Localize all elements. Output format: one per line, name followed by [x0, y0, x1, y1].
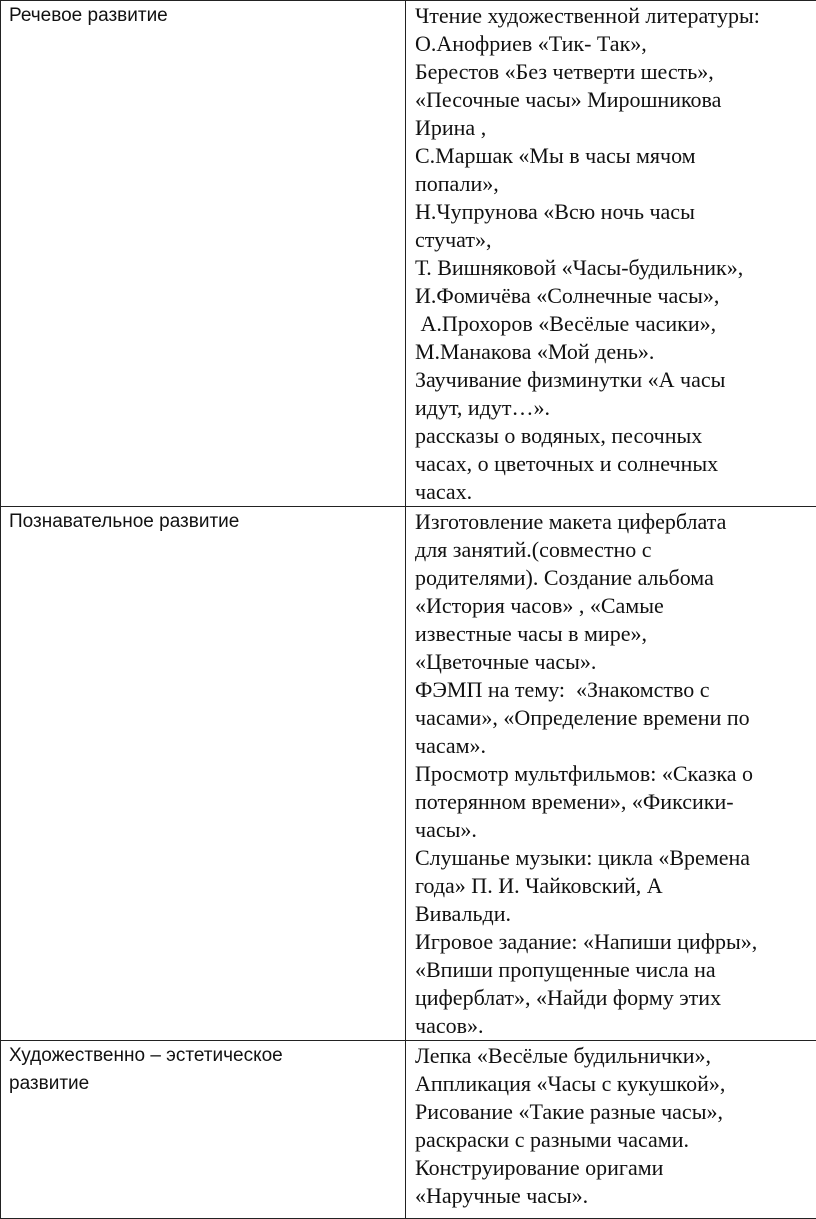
activity-line: часам». — [415, 732, 810, 760]
activity-line: «Цветочные часы». — [415, 648, 810, 676]
activity-line: часах. — [415, 478, 810, 506]
activity-line: ФЭМП на тему: «Знакомство с — [415, 676, 810, 704]
area-cell — [1, 507, 406, 1041]
activity-line: родителями). Создание альбома — [415, 564, 810, 592]
activity-line: Лепка «Весёлые будильнички», — [415, 1042, 810, 1070]
activity-cell — [406, 1041, 816, 1219]
activity-line: «История часов» , «Самые — [415, 592, 810, 620]
table-row-artistic — [1, 1041, 816, 1219]
activity-line: циферблат», «Найди форму этих — [415, 984, 810, 1012]
activity-line: часами», «Определение времени по — [415, 704, 810, 732]
table-row-speech — [1, 1, 816, 507]
activity-line: Ирина , — [415, 114, 810, 142]
area-cell — [1, 1041, 406, 1219]
activity-line: Берестов «Без четверти шесть», — [415, 58, 810, 86]
table-row-cognitive — [1, 507, 816, 1041]
activity-line: Просмотр мультфильмов: «Сказка о — [415, 760, 810, 788]
activity-line: часах, о цветочных и солнечных — [415, 450, 810, 478]
area-label-line: Художественно – эстетическое — [9, 1042, 397, 1070]
activity-line: «Впиши пропущенные числа на — [415, 956, 810, 984]
area-label-line: развитие — [9, 1070, 397, 1098]
activity-line: попали», — [415, 170, 810, 198]
activity-line: С.Маршак «Мы в часы мячом — [415, 142, 810, 170]
activity-line: часы». — [415, 816, 810, 844]
activity-line: известные часы в мире», — [415, 620, 810, 648]
activity-line: Рисование «Такие разные часы», — [415, 1098, 810, 1126]
activity-cell — [406, 1, 816, 507]
activity-line: Чтение художественной литературы: — [415, 2, 810, 30]
activity-line: Игровое задание: «Напиши цифры», — [415, 928, 810, 956]
activity-line: стучат», — [415, 226, 810, 254]
activity-line: Заучивание физминутки «А часы — [415, 366, 810, 394]
activity-line: потерянном времени», «Фиксики- — [415, 788, 810, 816]
activity-line: «Наручные часы». — [415, 1182, 810, 1210]
activity-line: Конструирование оригами — [415, 1154, 810, 1182]
activity-line: часов». — [415, 1012, 810, 1040]
activity-line: А.Прохоров «Весёлые часики», — [415, 310, 810, 338]
area-cell — [1, 1, 406, 507]
activity-line: Н.Чупрунова «Всю ночь часы — [415, 198, 810, 226]
activity-line: года» П. И. Чайковский, А — [415, 872, 810, 900]
activity-line: «Песочные часы» Мирошникова — [415, 86, 810, 114]
activity-line: Аппликация «Часы с кукушкой», — [415, 1070, 810, 1098]
area-label: Речевое развитие — [9, 5, 168, 26]
activity-line: Т. Вишняковой «Часы-будильник», — [415, 254, 810, 282]
activity-line: Вивальди. — [415, 900, 810, 928]
activity-line: М.Манакова «Мой день». — [415, 338, 810, 366]
activity-line: О.Анофриев «Тик- Так», — [415, 30, 810, 58]
activity-line: для занятий.(совместно с — [415, 536, 810, 564]
activity-line: Слушанье музыки: цикла «Времена — [415, 844, 810, 872]
activity-line: идут, идут…». — [415, 394, 810, 422]
activity-line: И.Фомичёва «Солнечные часы», — [415, 282, 810, 310]
activity-line: раскраски с разными часами. — [415, 1126, 810, 1154]
activity-line: рассказы о водяных, песочных — [415, 422, 810, 450]
area-label: Познавательное развитие — [9, 511, 239, 532]
activity-cell — [406, 507, 816, 1041]
activity-line: Изготовление макета циферблата — [415, 508, 810, 536]
